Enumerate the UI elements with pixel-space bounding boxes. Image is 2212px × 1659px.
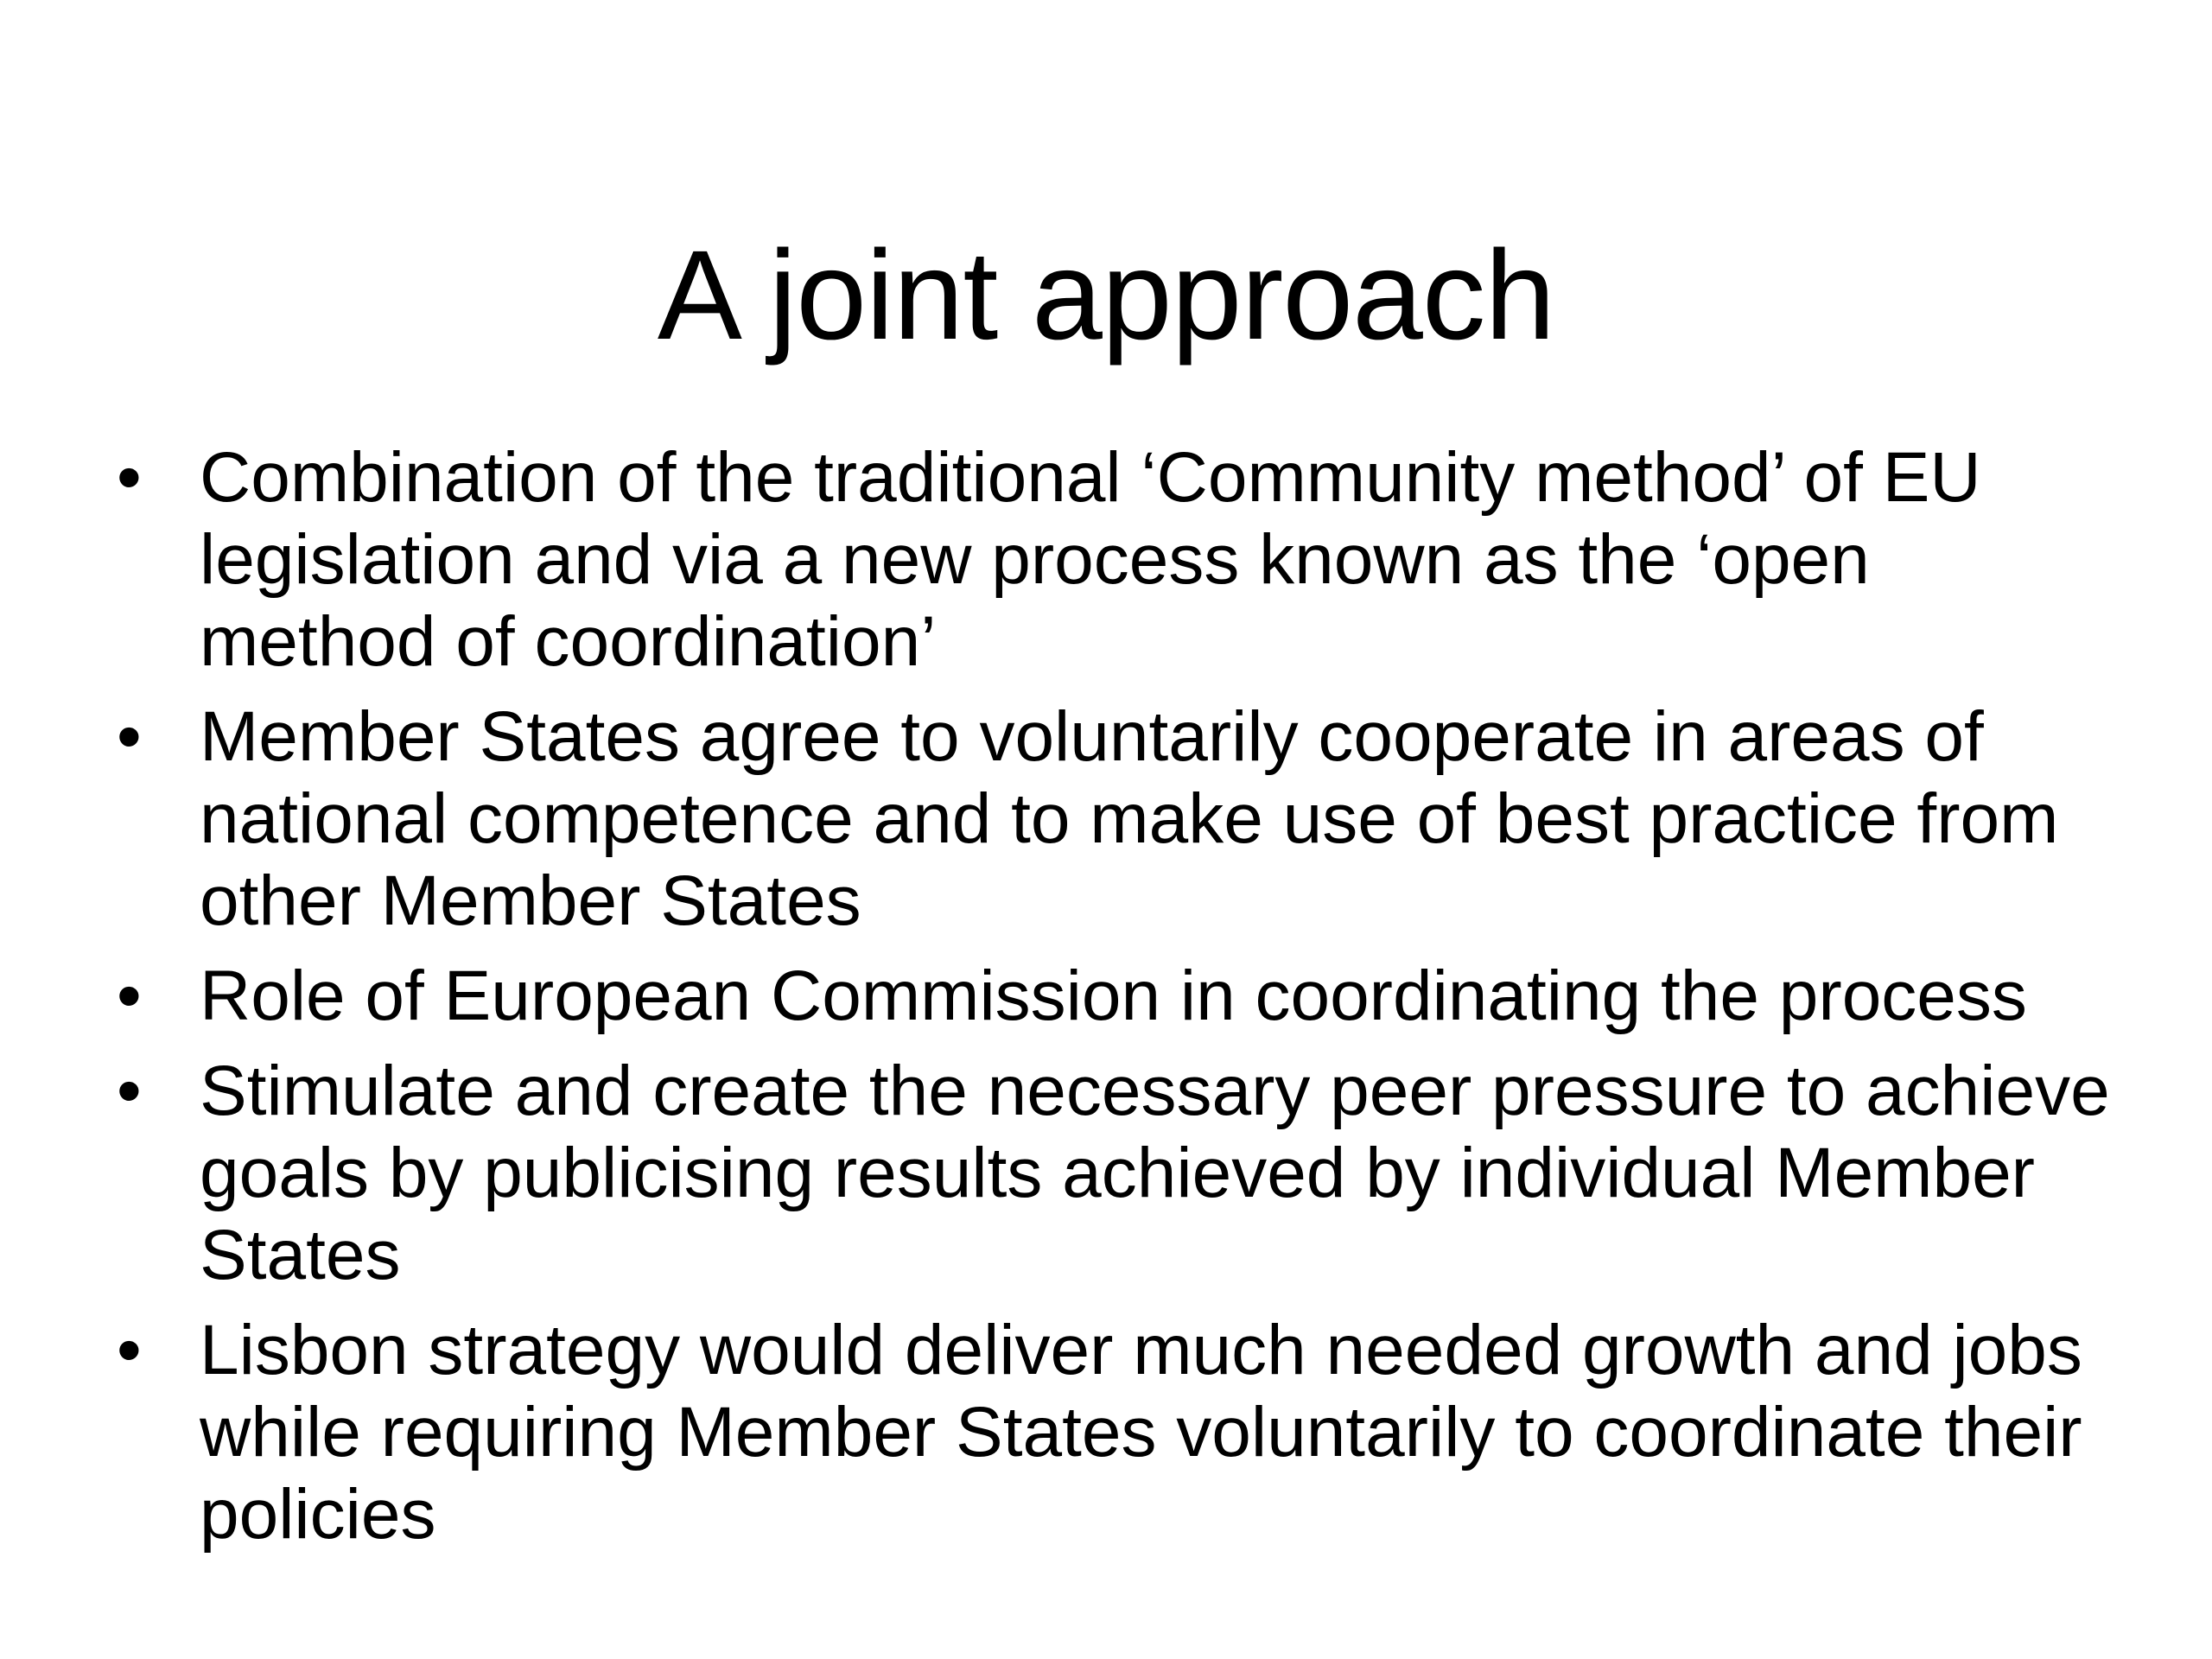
bullet-text: Member States agree to voluntarily cooperate in areas of national competence and to make use of best practice from other Member States [200, 697, 2059, 940]
bullet-text: Combination of the traditional ‘Community method’ of EU legislation and via a new process known as the ‘open method of coordination’ [200, 438, 1981, 681]
bullet-item-combination [108, 436, 2121, 683]
bullet-item-peer-pressure [108, 1050, 2121, 1296]
bullet-text: Lisbon strategy would deliver much needed growth and jobs while requiring Member States voluntarily to coordinate their policies [200, 1311, 2082, 1554]
bullet-list [108, 436, 2121, 1568]
bullet-text: Stimulate and create the necessary peer pressure to achieve goals by publicising results achieved by individual Member States [200, 1052, 2110, 1294]
bullet-icon: • [117, 957, 142, 1035]
slide-title: A joint approach [657, 225, 1555, 366]
bullet-item-commission-role [108, 955, 2121, 1037]
bullet-icon: • [117, 697, 142, 776]
bullet-icon: • [117, 1052, 142, 1130]
bullet-icon: • [117, 438, 142, 517]
bullet-item-lisbon-strategy [108, 1309, 2121, 1555]
bullet-icon: • [117, 1311, 142, 1389]
bullet-text: Role of European Commission in coordinating the process [200, 957, 2027, 1035]
bullet-item-member-states [108, 696, 2121, 942]
